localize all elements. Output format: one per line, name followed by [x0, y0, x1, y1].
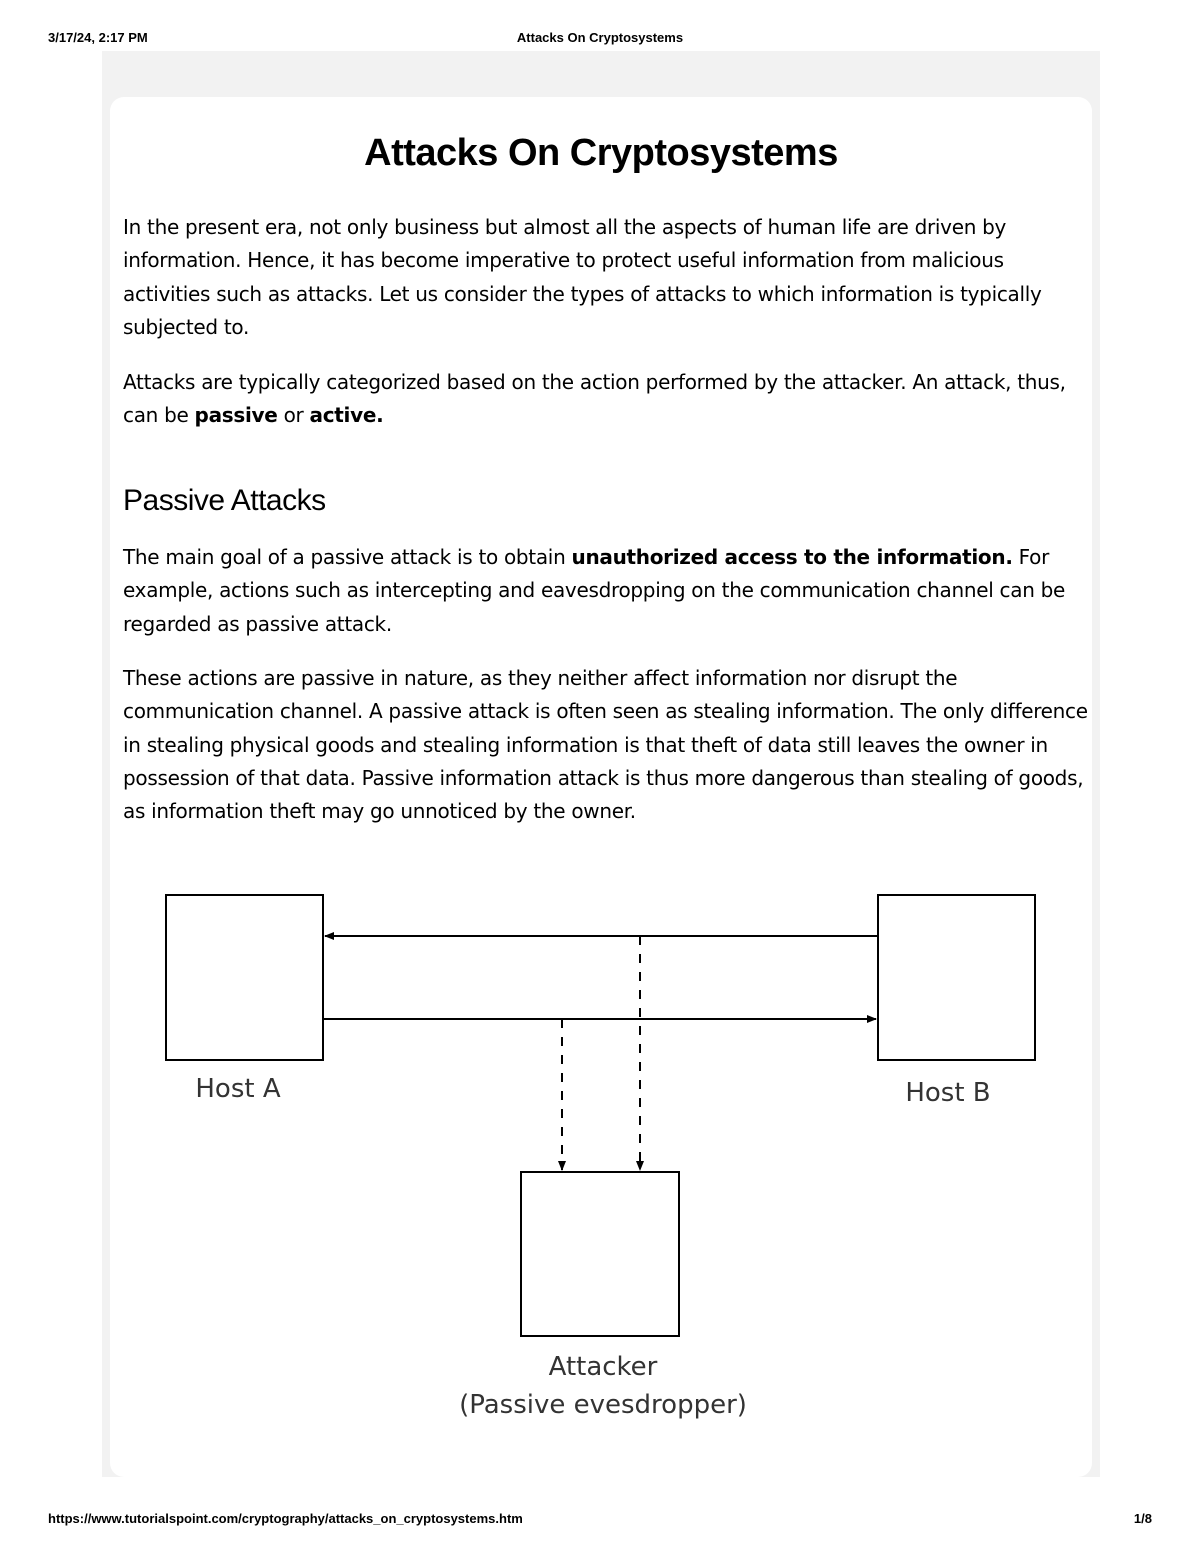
passive-paragraph-1-lead: The main goal of a passive attack is to obtain	[123, 545, 572, 569]
intro-paragraph-1: In the present era, not only business but almost all the aspects of human life are driven by information. Hence, it has become imperative to protect useful information from malicious activities such as attacks. Let us consider the types of attacks to which information is typically subjected to.	[123, 215, 1042, 339]
attacker-label: Attacker	[548, 1352, 658, 1382]
print-footer	[0, 1511, 1200, 1535]
active-term: active.	[309, 403, 384, 428]
passive-term: passive	[194, 403, 278, 428]
print-page-number: 1/8	[1133, 1511, 1152, 1526]
host-b-label: Host B	[905, 1078, 991, 1108]
host-a-box	[166, 895, 323, 1060]
passive-paragraph-1-tail: For example, actions such as intercepting and eavesdropping on the communication channel can be regarded as passive attack.	[123, 545, 1066, 636]
host-a-label: Host A	[195, 1074, 281, 1104]
intro-paragraph-2-or: or	[277, 403, 310, 428]
unauthorized-access-term: unauthorized access to the information.	[571, 545, 1013, 569]
intro-paragraph-2-lead: Attacks are typically categorized based on the action performed by the attacker. An attack, thus, can be	[123, 370, 1066, 428]
passive-paragraph-2: These actions are passive in nature, as they neither affect information nor disrupt the communication channel. A passive attack is often seen as stealing information. The only difference in stealing physical goods and stealing information is that theft of data still leaves the owner in possession of that data. Passive information attack is thus more dangerous than stealing of goods, as information theft may go unnoticed by the owner.	[123, 666, 1088, 824]
print-doc-title: Attacks On Cryptosystems	[516, 30, 684, 45]
print-datetime: 3/17/24, 2:17 PM	[48, 30, 148, 45]
attacker-sublabel: (Passive evesdropper)	[459, 1390, 747, 1420]
page-title: Attacks On Cryptosystems	[364, 132, 838, 174]
section-heading-passive-attacks: Passive Attacks	[123, 484, 326, 517]
print-url: https://www.tutorialspoint.com/cryptography/attacks_on_cryptosystems.htm	[48, 1511, 523, 1526]
host-b-box	[878, 895, 1035, 1060]
attacker-box	[521, 1172, 679, 1336]
